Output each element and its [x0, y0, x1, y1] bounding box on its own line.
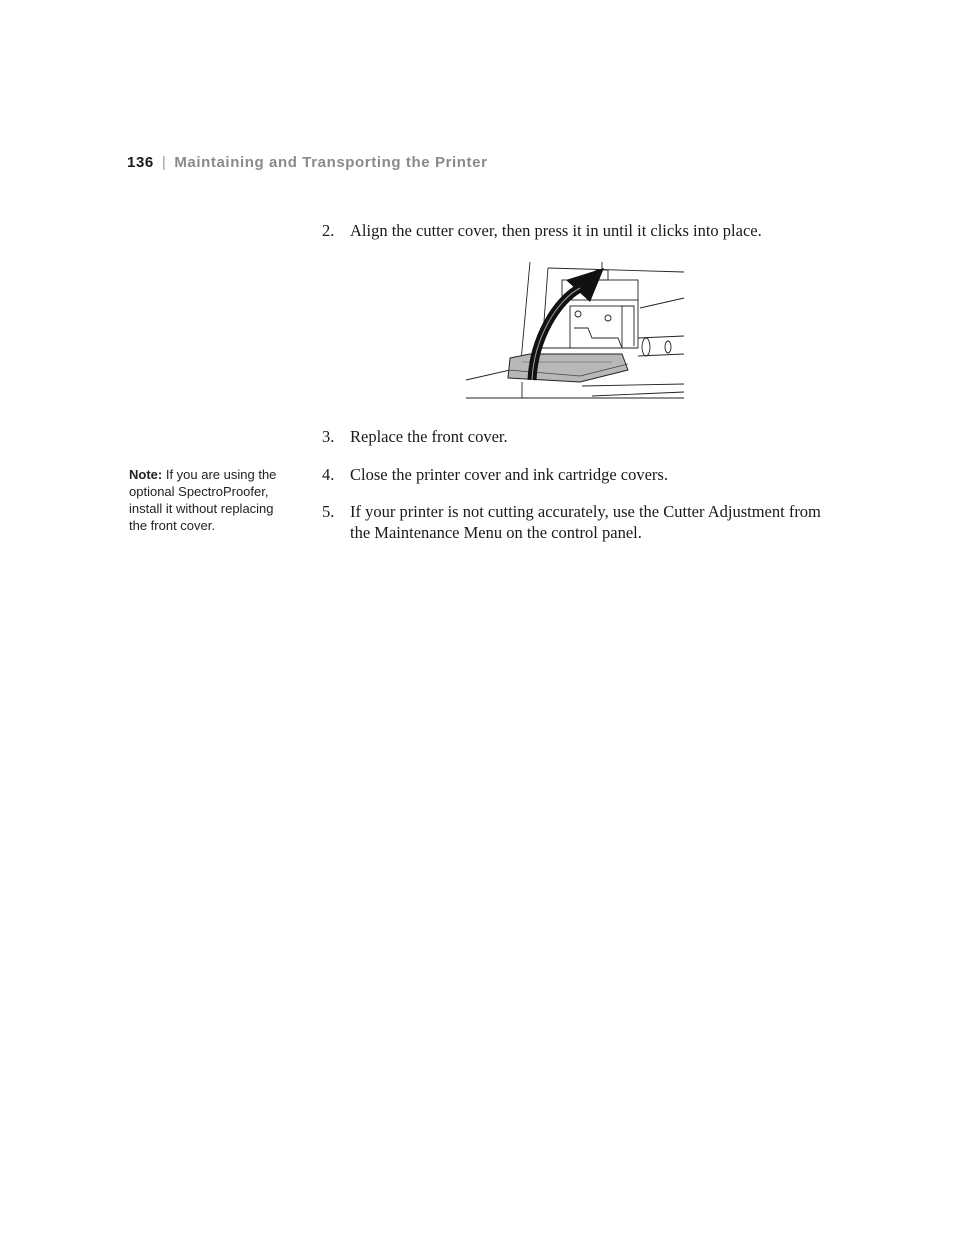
note-text: If you are using the optional SpectroProofer, install it without replacing the front cover.	[129, 467, 277, 533]
header-separator: |	[161, 154, 167, 171]
cutter-cover-icon	[462, 258, 686, 406]
step-text: Replace the front cover.	[350, 427, 508, 446]
section-title: Maintaining and Transporting the Printer	[174, 154, 488, 171]
step-3	[322, 426, 842, 447]
step-5	[322, 501, 842, 543]
step-2	[322, 220, 842, 241]
step-text: Align the cutter cover, then press it in until it clicks into place.	[350, 221, 762, 240]
step-text: If your printer is not cutting accurately, use the Cutter Adjustment from the Maintenance Menu on the control panel.	[350, 502, 821, 542]
step-number: 5.	[322, 502, 335, 521]
cutter-cover-illustration	[462, 258, 686, 406]
step-number: 4.	[322, 465, 335, 484]
note-label: Note:	[129, 467, 163, 482]
page-number: 136	[127, 154, 154, 171]
step-text: Close the printer cover and ink cartridge covers.	[350, 465, 668, 484]
step-number: 3.	[322, 427, 335, 446]
step-number: 2.	[322, 221, 335, 240]
running-header	[127, 154, 488, 171]
side-note	[129, 466, 294, 534]
step-4	[322, 464, 842, 485]
